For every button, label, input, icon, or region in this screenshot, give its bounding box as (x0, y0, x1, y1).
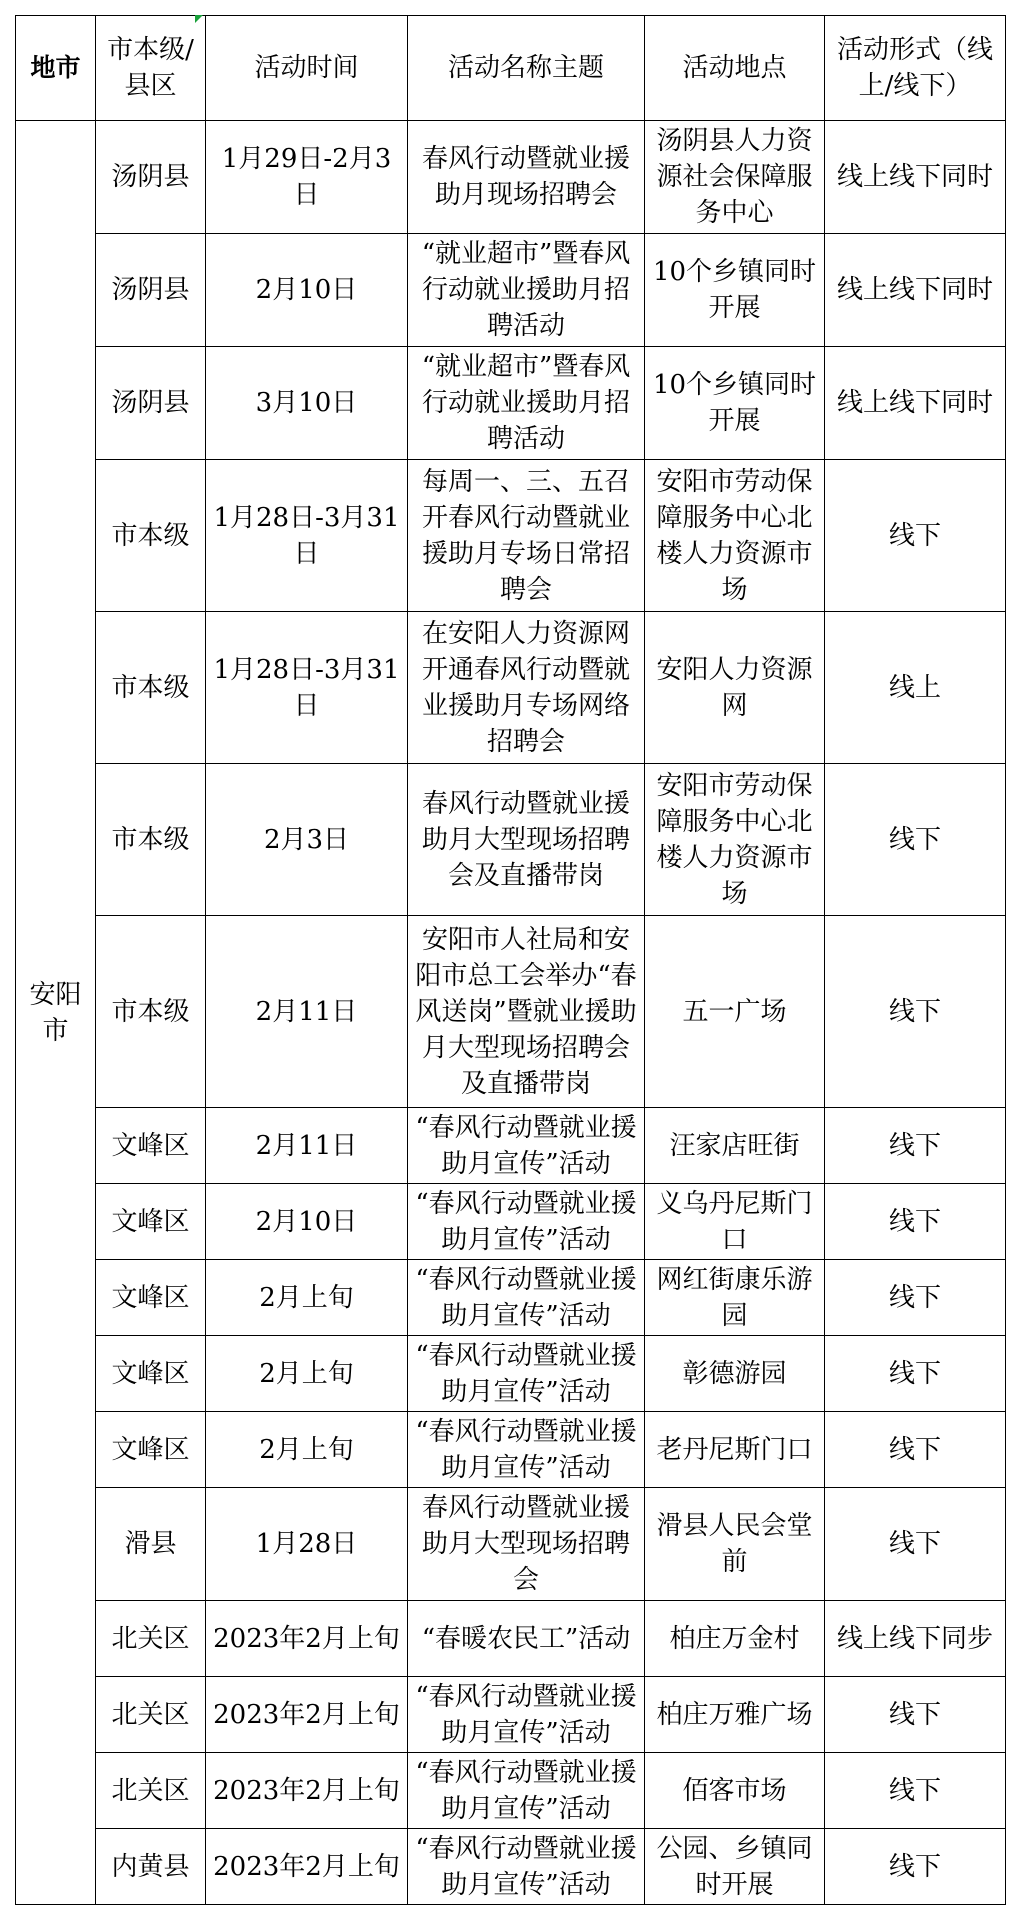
table-row (16, 1108, 1006, 1184)
district-cell: 汤阴县 (96, 347, 206, 460)
form-cell: 线下 (825, 1488, 1006, 1601)
district-cell: 滑县 (96, 1488, 206, 1601)
place-cell: 义乌丹尼斯门口 (645, 1184, 825, 1260)
time-cell: 2023年2月上旬 (206, 1753, 408, 1829)
theme-cell: “春风行动暨就业援助月宣传”活动 (408, 1260, 645, 1336)
place-cell: 10个乡镇同时开展 (645, 234, 825, 347)
cell-comment-marker (195, 15, 203, 23)
header-time: 活动时间 (206, 16, 408, 121)
theme-cell: “春暖农民工”活动 (408, 1601, 645, 1677)
header-row (16, 16, 1006, 121)
district-cell: 北关区 (96, 1753, 206, 1829)
theme-cell: 春风行动暨就业援助月大型现场招聘会及直播带岗 (408, 764, 645, 916)
time-cell: 2月上旬 (206, 1336, 408, 1412)
district-cell: 市本级 (96, 916, 206, 1108)
time-cell: 2月11日 (206, 1108, 408, 1184)
table-row (16, 460, 1006, 612)
place-cell: 安阳人力资源网 (645, 612, 825, 764)
form-cell: 线下 (825, 916, 1006, 1108)
city-cell: 安阳市 (16, 121, 96, 1905)
theme-cell: “春风行动暨就业援助月宣传”活动 (408, 1829, 645, 1905)
form-cell: 线下 (825, 1108, 1006, 1184)
table-row (16, 1677, 1006, 1753)
header-place: 活动地点 (645, 16, 825, 121)
theme-cell: “春风行动暨就业援助月宣传”活动 (408, 1108, 645, 1184)
place-cell: 公园、乡镇同时开展 (645, 1829, 825, 1905)
theme-cell: “春风行动暨就业援助月宣传”活动 (408, 1677, 645, 1753)
events-table (15, 15, 1006, 1905)
district-cell: 文峰区 (96, 1260, 206, 1336)
header-city: 地市 (16, 16, 96, 121)
time-cell: 1月28日-3月31日 (206, 612, 408, 764)
district-cell: 内黄县 (96, 1829, 206, 1905)
form-cell: 线下 (825, 764, 1006, 916)
place-cell: 滑县人民会堂前 (645, 1488, 825, 1601)
table-row (16, 1184, 1006, 1260)
table-row (16, 1412, 1006, 1488)
header-form: 活动形式（线上/线下） (825, 16, 1006, 121)
table-row (16, 1488, 1006, 1601)
place-cell: 安阳市劳动保障服务中心北楼人力资源市场 (645, 764, 825, 916)
theme-cell: 在安阳人力资源网开通春风行动暨就业援助月专场网络招聘会 (408, 612, 645, 764)
table-row (16, 612, 1006, 764)
table-row (16, 764, 1006, 916)
form-cell: 线上 (825, 612, 1006, 764)
table-row (16, 1260, 1006, 1336)
district-cell: 文峰区 (96, 1412, 206, 1488)
form-cell: 线下 (825, 1412, 1006, 1488)
district-cell: 文峰区 (96, 1336, 206, 1412)
theme-cell: “春风行动暨就业援助月宣传”活动 (408, 1412, 645, 1488)
time-cell: 2月上旬 (206, 1260, 408, 1336)
theme-cell: “春风行动暨就业援助月宣传”活动 (408, 1184, 645, 1260)
place-cell: 佰客市场 (645, 1753, 825, 1829)
form-cell: 线下 (825, 1260, 1006, 1336)
time-cell: 2月上旬 (206, 1412, 408, 1488)
form-cell: 线上线下同时 (825, 347, 1006, 460)
place-cell: 柏庄万金村 (645, 1601, 825, 1677)
place-cell: 汪家店旺街 (645, 1108, 825, 1184)
theme-cell: 安阳市人社局和安阳市总工会举办“春风送岗”暨就业援助月大型现场招聘会及直播带岗 (408, 916, 645, 1108)
form-cell: 线下 (825, 1184, 1006, 1260)
place-cell: 老丹尼斯门口 (645, 1412, 825, 1488)
time-cell: 1月28日-3月31日 (206, 460, 408, 612)
place-cell: 汤阴县人力资源社会保障服务中心 (645, 121, 825, 234)
theme-cell: “就业超市”暨春风行动就业援助月招聘活动 (408, 347, 645, 460)
time-cell: 2023年2月上旬 (206, 1601, 408, 1677)
place-cell: 柏庄万雅广场 (645, 1677, 825, 1753)
time-cell: 1月29日-2月3日 (206, 121, 408, 234)
events-table-frame (15, 15, 1005, 1905)
district-cell: 北关区 (96, 1677, 206, 1753)
table-row (16, 1336, 1006, 1412)
table-row (16, 916, 1006, 1108)
place-cell: 网红街康乐游园 (645, 1260, 825, 1336)
form-cell: 线上线下同步 (825, 1601, 1006, 1677)
time-cell: 1月28日 (206, 1488, 408, 1601)
district-cell: 汤阴县 (96, 234, 206, 347)
form-cell: 线下 (825, 1677, 1006, 1753)
time-cell: 2月10日 (206, 234, 408, 347)
form-cell: 线下 (825, 1336, 1006, 1412)
header-theme: 活动名称主题 (408, 16, 645, 121)
table-row (16, 234, 1006, 347)
form-cell: 线下 (825, 1829, 1006, 1905)
place-cell: 五一广场 (645, 916, 825, 1108)
table-row (16, 1829, 1006, 1905)
table-row (16, 121, 1006, 234)
district-cell: 市本级 (96, 612, 206, 764)
form-cell: 线上线下同时 (825, 234, 1006, 347)
form-cell: 线下 (825, 1753, 1006, 1829)
table-row (16, 1601, 1006, 1677)
district-cell: 文峰区 (96, 1184, 206, 1260)
time-cell: 3月10日 (206, 347, 408, 460)
district-cell: 汤阴县 (96, 121, 206, 234)
theme-cell: 春风行动暨就业援助月现场招聘会 (408, 121, 645, 234)
header-district: 市本级/县区 (96, 16, 206, 121)
form-cell: 线上线下同时 (825, 121, 1006, 234)
district-cell: 市本级 (96, 764, 206, 916)
district-cell: 文峰区 (96, 1108, 206, 1184)
theme-cell: “春风行动暨就业援助月宣传”活动 (408, 1753, 645, 1829)
place-cell: 彰德游园 (645, 1336, 825, 1412)
time-cell: 2023年2月上旬 (206, 1829, 408, 1905)
place-cell: 安阳市劳动保障服务中心北楼人力资源市场 (645, 460, 825, 612)
form-cell: 线下 (825, 460, 1006, 612)
time-cell: 2月3日 (206, 764, 408, 916)
time-cell: 2023年2月上旬 (206, 1677, 408, 1753)
table-row (16, 347, 1006, 460)
table-row (16, 1753, 1006, 1829)
theme-cell: 每周一、三、五召开春风行动暨就业援助月专场日常招聘会 (408, 460, 645, 612)
theme-cell: “就业超市”暨春风行动就业援助月招聘活动 (408, 234, 645, 347)
theme-cell: “春风行动暨就业援助月宣传”活动 (408, 1336, 645, 1412)
district-cell: 市本级 (96, 460, 206, 612)
district-cell: 北关区 (96, 1601, 206, 1677)
theme-cell: 春风行动暨就业援助月大型现场招聘会 (408, 1488, 645, 1601)
time-cell: 2月10日 (206, 1184, 408, 1260)
place-cell: 10个乡镇同时开展 (645, 347, 825, 460)
time-cell: 2月11日 (206, 916, 408, 1108)
